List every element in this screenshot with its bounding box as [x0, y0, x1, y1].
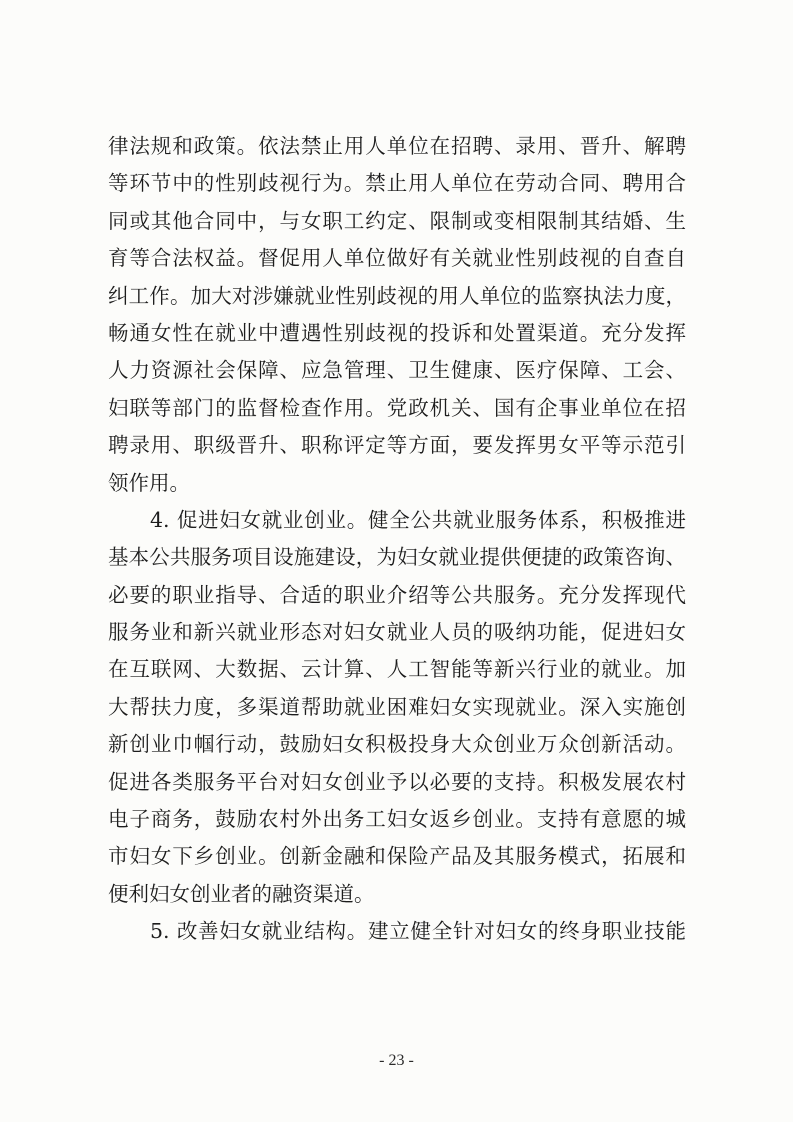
text-line: 基本公共服务项目设施建设，为妇女就业提供便捷的政策咨询、 — [108, 545, 686, 570]
text-line: 服务业和新兴就业形态对妇女就业人员的吸纳功能，促进妇女 — [108, 620, 686, 645]
body-text — [108, 128, 686, 951]
text-line: 5. 改善妇女就业结构。建立健全针对妇女的终身职业技能 — [150, 919, 686, 944]
text-line: 人力资源社会保障、应急管理、卫生健康、医疗保障、工会、 — [108, 358, 686, 383]
text-line: 便利妇女创业者的融资渠道。 — [108, 881, 375, 906]
text-line: 律法规和政策。依法禁止用人单位在招聘、录用、晋升、解聘 — [108, 134, 686, 158]
text-line: 畅通女性在就业中遭遇性别歧视的投诉和处置渠道。充分发挥 — [108, 320, 686, 345]
text-line: 4. 促进妇女就业创业。健全公共就业服务体系，积极推进 — [150, 507, 686, 532]
text-line: 电子商务，鼓励农村外出务工妇女返乡创业。支持有意愿的城 — [108, 807, 686, 832]
paragraph-3 — [108, 913, 686, 950]
text-line: 育等合法权益。督促用人单位做好有关就业性别歧视的自查自 — [108, 246, 686, 271]
text-line: 必要的职业指导、合适的职业介绍等公共服务。充分发挥现代 — [108, 582, 686, 607]
text-line: 市妇女下乡创业。创新金融和保险产品及其服务模式，拓展和 — [108, 844, 686, 869]
text-line: 妇联等部门的监督检查作用。党政机关、国有企事业单位在招 — [108, 395, 686, 420]
text-line: 新创业巾帼行动，鼓励妇女积极投身大众创业万众创新活动。 — [108, 732, 686, 757]
page-number: - 23 - — [379, 1052, 414, 1069]
text-line: 同或其他合同中，与女职工约定、限制或变相限制其结婚、生 — [108, 208, 686, 233]
text-line: 聘录用、职级晋升、职称评定等方面，要发挥男女平等示范引 — [108, 433, 686, 458]
text-line: 领作用。 — [108, 470, 190, 495]
text-line: 纠工作。加大对涉嫌就业性别歧视的用人单位的监察执法力度， — [108, 283, 686, 308]
text-line: 大帮扶力度，多渠道帮助就业困难妇女实现就业。深入实施创 — [108, 694, 686, 719]
text-line: 等环节中的性别歧视行为。禁止用人单位在劳动合同、聘用合 — [108, 171, 686, 196]
text-line: 在互联网、大数据、云计算、人工智能等新兴行业的就业。加 — [108, 657, 686, 682]
paragraph-2 — [108, 502, 686, 913]
text-line: 促进各类服务平台对妇女创业予以必要的支持。积极发展农村 — [108, 769, 686, 794]
paragraph-1 — [108, 128, 686, 502]
